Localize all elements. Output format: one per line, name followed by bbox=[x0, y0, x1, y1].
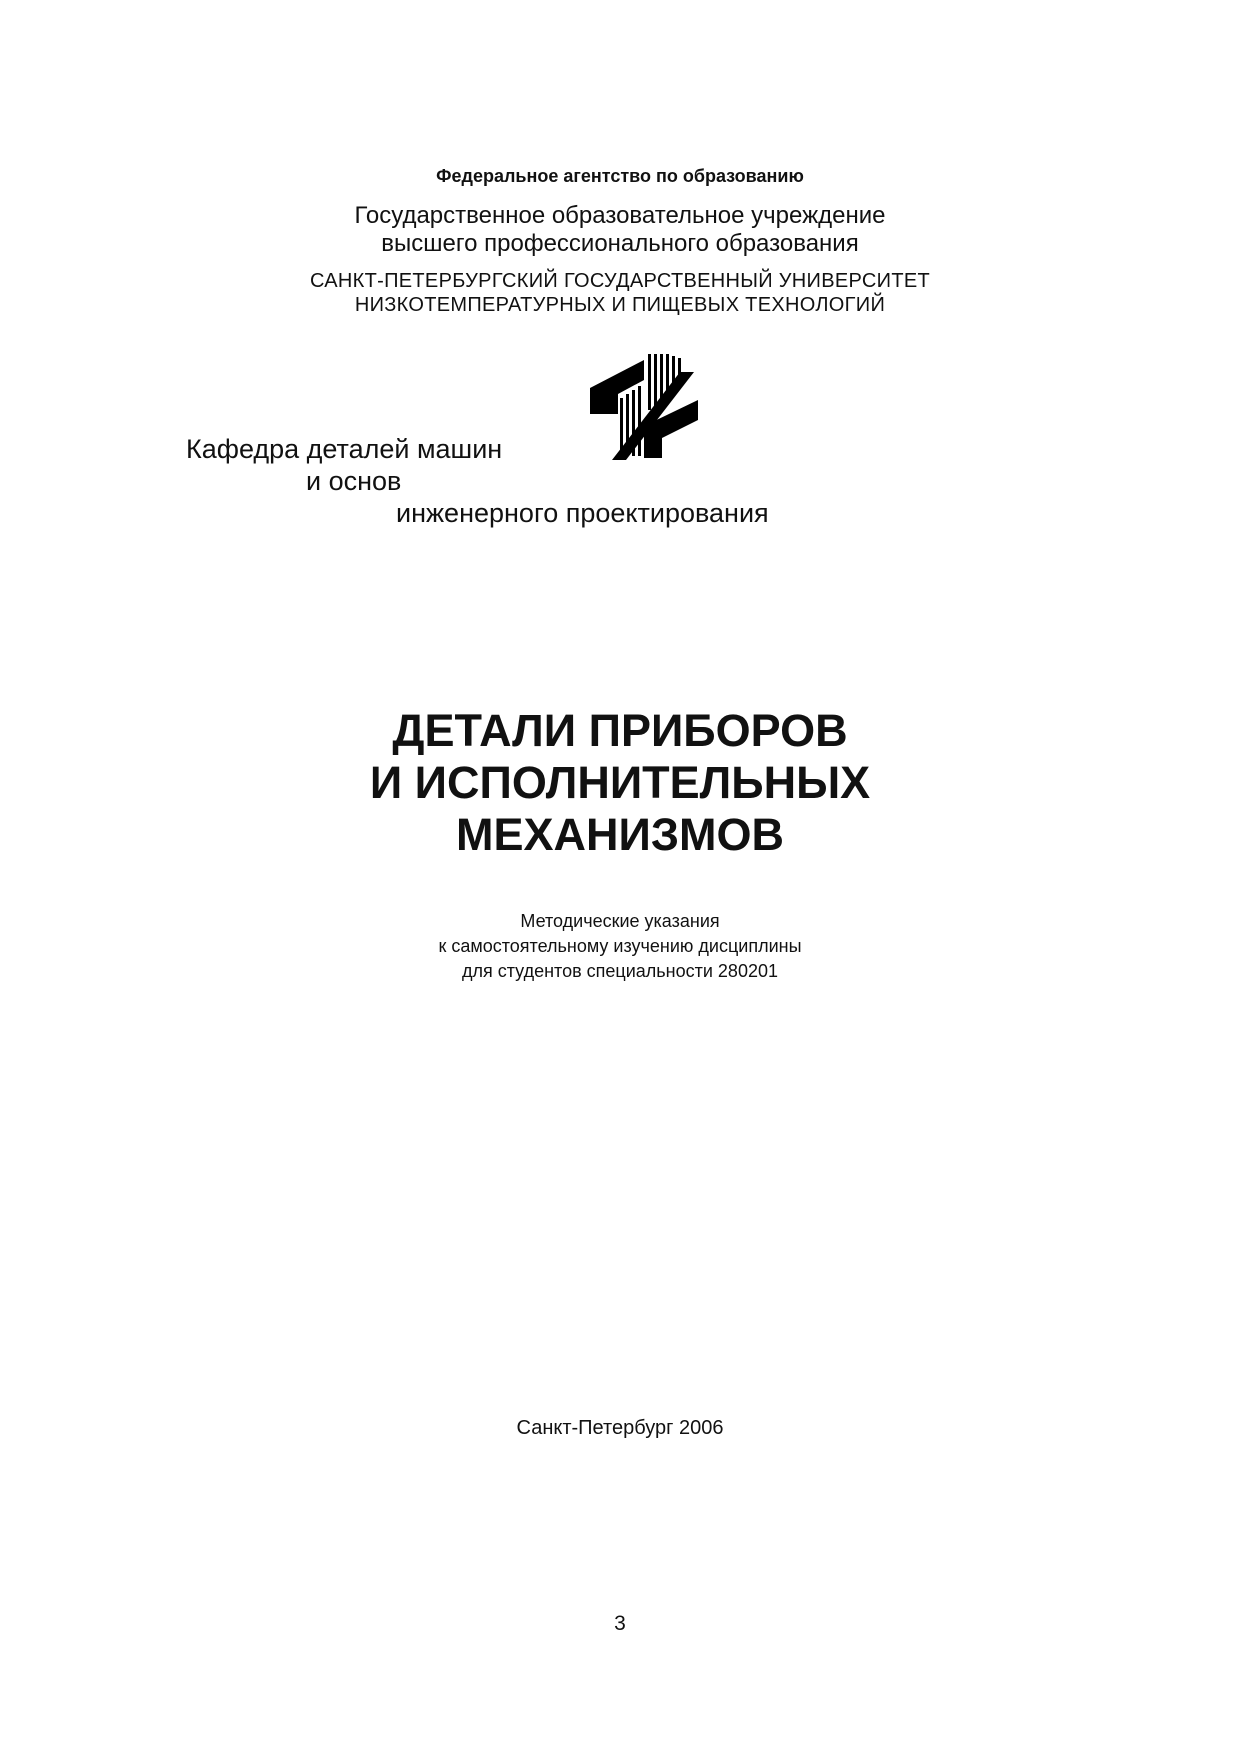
university-emblem-icon bbox=[548, 342, 744, 482]
subtitle-line-1: Методические указания bbox=[520, 911, 720, 931]
document-title-line-3: МЕХАНИЗМОВ bbox=[455, 809, 785, 860]
institution-line-1: Государственное образовательное учреждение bbox=[354, 202, 886, 229]
department-line-3: инженерного проектирования bbox=[396, 498, 769, 528]
page-number: 3 bbox=[614, 1612, 626, 1635]
university-line-2: НИЗКОТЕМПЕРАТУРНЫХ И ПИЩЕВЫХ ТЕХНОЛОГИЙ bbox=[354, 294, 886, 316]
city-year: Санкт-Петербург 2006 bbox=[516, 1417, 724, 1439]
agency-name: Федеральное агентство по образованию bbox=[436, 166, 804, 186]
document-title-line-1: ДЕТАЛИ ПРИБОРОВ bbox=[392, 705, 848, 756]
institution-line-2: высшего профессионального образования bbox=[381, 230, 859, 257]
department-line-1: Кафедра деталей машин bbox=[186, 434, 503, 464]
department-line-2: и основ bbox=[306, 466, 402, 496]
subtitle-line-2: к самостоятельному изучению дисциплины bbox=[438, 936, 802, 956]
document-title-line-2: И ИСПОЛНИТЕЛЬНЫХ bbox=[369, 757, 871, 808]
university-line-1: САНКТ-ПЕТЕРБУРГСКИЙ ГОСУДАРСТВЕННЫЙ УНИВЕРСИТЕТ bbox=[309, 270, 931, 292]
subtitle-line-3: для студентов специальности 280201 bbox=[461, 961, 778, 981]
